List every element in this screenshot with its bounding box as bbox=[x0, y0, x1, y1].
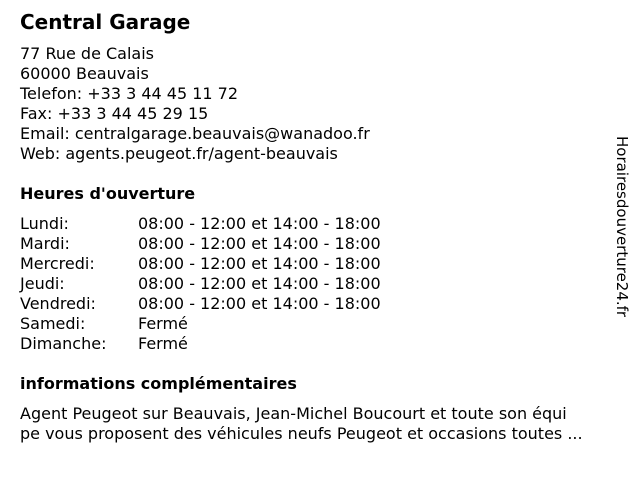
contact-block bbox=[20, 44, 370, 164]
day-hours: Fermé bbox=[138, 314, 188, 333]
day-label: Mardi: bbox=[20, 234, 70, 253]
day-hours: Fermé bbox=[138, 334, 188, 353]
opening-hours-heading: Heures d'ouverture bbox=[20, 184, 196, 203]
day-label: Samedi: bbox=[20, 314, 86, 333]
email-address: Email: centralgarage.beauvais@wanadoo.fr bbox=[20, 124, 370, 143]
additional-info-text bbox=[20, 404, 632, 444]
info-text-line: Agent Peugeot sur Beauvais, Jean-Michel Boucourt et toute son équi bbox=[20, 404, 567, 423]
address-city: 60000 Beauvais bbox=[20, 64, 149, 83]
info-text-line: pe vous proposent des véhicules neufs Peugeot et occasions toutes ... bbox=[20, 424, 583, 443]
day-label: Lundi: bbox=[20, 214, 69, 233]
day-hours: 08:00 - 12:00 et 14:00 - 18:00 bbox=[138, 234, 381, 253]
additional-info-heading: informations complémentaires bbox=[20, 374, 297, 393]
address-street: 77 Rue de Calais bbox=[20, 44, 155, 63]
phone-number: Telefon: +33 3 44 45 11 72 bbox=[20, 84, 239, 103]
day-label: Mercredi: bbox=[20, 254, 95, 273]
site-watermark: Horairesdouverture24.fr bbox=[613, 136, 631, 318]
day-hours: 08:00 - 12:00 et 14:00 - 18:00 bbox=[138, 254, 381, 273]
website-address: Web: agents.peugeot.fr/agent-beauvais bbox=[20, 144, 338, 163]
day-hours: 08:00 - 12:00 et 14:00 - 18:00 bbox=[138, 274, 381, 293]
day-label: Vendredi: bbox=[20, 294, 96, 313]
day-hours: 08:00 - 12:00 et 14:00 - 18:00 bbox=[138, 214, 381, 233]
day-hours: 08:00 - 12:00 et 14:00 - 18:00 bbox=[138, 294, 381, 313]
day-label: Jeudi: bbox=[20, 274, 65, 293]
fax-number: Fax: +33 3 44 45 29 15 bbox=[20, 104, 209, 123]
business-name: Central Garage bbox=[20, 10, 191, 34]
day-label: Dimanche: bbox=[20, 334, 107, 353]
